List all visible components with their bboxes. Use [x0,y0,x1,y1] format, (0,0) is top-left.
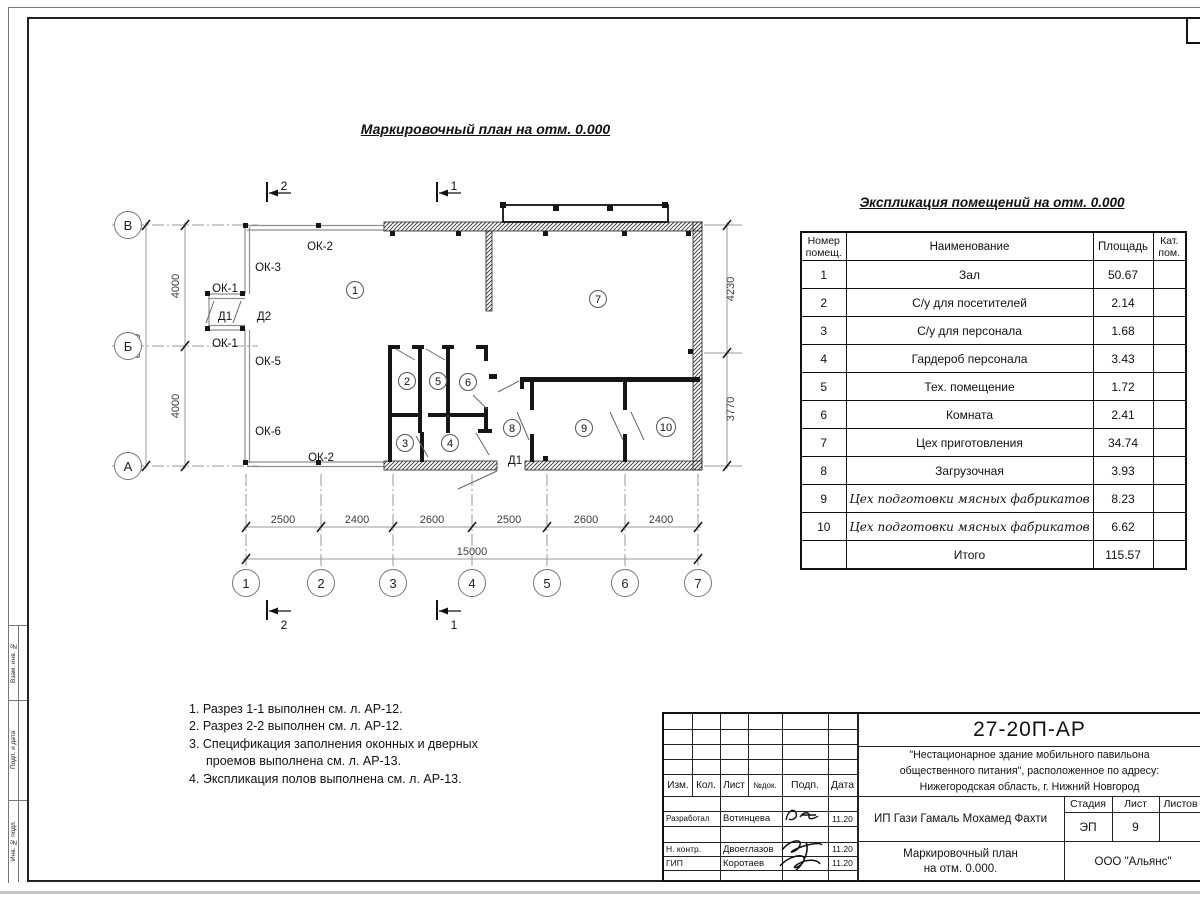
stamp-role-gip: ГИП [666,858,683,868]
stamp-date-3: 11.20 [832,858,853,868]
stamp-col-ndok: №док. [753,780,777,790]
stamp-name-dvoeglazov: Двоеглазов [723,843,774,855]
stamp-sheet-title: Маркировочный план на отм. 0.000. [903,848,1018,875]
dim-2500b: 2500 [496,514,522,526]
room-number-4: 4 [446,438,454,450]
room-number-2: 2 [403,376,411,388]
room-number-9: 9 [580,423,588,435]
axis-row-a: А [123,459,133,474]
dimension-lines [142,220,742,564]
schedule-row: 9 Цех подготовки мясных фабрикатов 8.23 [801,485,1186,513]
axis-col-5: 5 [543,576,551,591]
axis-col-7: 7 [694,576,702,591]
stamp-sheets-label: Листов [1163,798,1198,810]
stamp-col-izm: Изм. [667,779,689,791]
room-number-5: 5 [434,376,442,388]
partitions [388,345,700,462]
schedule-header-num: Номер помещ. [801,232,846,261]
frame-top [27,17,1200,19]
sheet-edge-shadow [0,891,1200,894]
label-ok2-top: ОК-2 [307,241,333,253]
stamp-col-podp: Подп. [791,779,819,791]
room-number-1: 1 [351,285,359,297]
label-ok3: ОК-3 [255,262,281,274]
room-number-7: 7 [594,294,602,306]
section-marks [267,182,461,620]
axis-bubbles [115,212,712,597]
signature-nkontr-gip [776,836,828,874]
stamp-stage-value: ЭП [1079,819,1097,834]
dim-2400b: 2400 [648,514,674,526]
axis-row-b: Б [123,339,133,354]
axis-lines [112,225,698,569]
dim-4230: 4230 [725,276,737,302]
schedule-row: 7 Цех приготовления 34.74 [801,429,1186,457]
axis-col-1: 1 [242,576,250,591]
schedule-header-name: Наименование [846,232,1093,261]
stamp-col-data: Дата [830,779,855,791]
room-number-3: 3 [401,438,409,450]
schedule-header-row [801,232,1186,261]
dim-4000-top: 4000 [170,273,182,299]
schedule-header-cat: Кат. пом. [1153,232,1186,261]
stamp-role-nkontr: Н. контр. [666,844,702,854]
side-label-inv: Инв. № подл. [10,820,17,862]
axis-col-6: 6 [621,576,629,591]
stamp-sheet-label: Лист [1124,798,1147,810]
schedule-header-area: Площадь [1093,232,1153,261]
dim-2500a: 2500 [270,514,296,526]
schedule-row: 2 С/у для посетителей 2.14 [801,289,1186,317]
schedule-row: 8 Загрузочная 3.93 [801,457,1186,485]
schedule-total-label: Итого [846,541,1093,570]
dim-2600a: 2600 [419,514,445,526]
schedule-row: 10 Цех подготовки мясных фабрикатов 6.62 [801,513,1186,541]
stamp-doc-number: 27-20П-АР [973,718,1086,741]
stamp-date-2: 11.20 [832,844,853,854]
stamp-role-razrabotal: Разработал [666,814,710,823]
title-block [662,712,1200,882]
stamp-project-name: "Нестационарное здание мобильного павильона общественного питания", расположенное по адресу: Нижегородская область, г. Нижний Новгород [899,749,1160,793]
stamp-client: ИП Гази Гамаль Мохамед Фахти [873,812,1048,825]
section-2-bottom: 2 [280,618,288,632]
schedule-row: 3 С/у для персонала 1.68 [801,317,1186,345]
dim-2400a: 2400 [344,514,370,526]
label-d1: Д1 [217,311,233,323]
axis-col-3: 3 [389,576,397,591]
note-4: 4. Экспликация полов выполнена см. л. АР-13. [189,771,462,786]
stamp-name-votintseva: Вотинцева [723,813,771,824]
floor-plan [100,150,780,650]
label-d2: Д2 [256,311,272,323]
hatched-walls [384,222,702,470]
note-3: 3. Спецификация заполнения оконных и дверных [189,736,478,751]
stamp-company: ООО "Альянс" [1094,855,1172,868]
signature-razrabotal [782,806,824,824]
schedule-total-value: 115.57 [1093,541,1153,570]
notes-block [189,701,609,788]
strip-divider [18,625,19,882]
axis-col-2: 2 [317,576,325,591]
label-ok6: ОК-6 [255,426,281,438]
schedule-row: 4 Гардероб персонала 3.43 [801,345,1186,373]
stamp-col-list: Лист [723,779,745,791]
stamp-stage-label: Стадия [1070,798,1106,810]
label-ok1-bot: ОК-1 [212,338,238,350]
label-ok2-bot: ОК-2 [308,452,334,464]
section-1-bottom: 1 [450,618,458,632]
dim-3770: 3770 [725,396,737,422]
axis-row-v: В [123,218,133,233]
label-ok5: ОК-5 [255,356,281,368]
room-number-8: 8 [508,423,516,435]
note-2: 2. Разрез 2-2 выполнен см. л. АР-12. [189,719,403,734]
section-1-top: 1 [450,179,458,193]
schedule-total-row [801,541,1186,570]
schedule-body [801,261,1186,541]
side-label-vzam: Взам. инв. № [10,642,17,683]
stamp-sheet-value: 9 [1132,819,1139,834]
stamp-name-korotaev: Коротаев [723,857,765,869]
note-1: 1. Разрез 1-1 выполнен см. л. АР-12. [189,702,403,716]
schedule-title: Экспликация помещений на отм. 0.000 [859,195,1125,210]
schedule-row: 1 Зал 50.67 [801,261,1186,289]
dim-4000-bot: 4000 [170,393,182,419]
axis-col-4: 4 [468,576,476,591]
schedule-row: 5 Тех. помещение 1.72 [801,373,1186,401]
schedule-table [800,231,1187,570]
section-2-top: 2 [280,179,288,193]
outer-border-top [8,7,1200,8]
label-d1-main: Д1 [507,455,523,467]
porch [500,202,668,222]
room-number-6: 6 [464,377,472,389]
side-label-podp: Подп. и дата [10,730,17,770]
note-3-cont: проемов выполнена см. л. АР-13. [206,754,402,769]
frame-left [27,17,29,882]
label-ok1-top: ОК-1 [212,283,238,295]
room-number-10: 10 [659,422,673,434]
stamp-date-1: 11.20 [832,813,853,824]
stamp-col-kol: Кол. [696,779,716,791]
dim-2600b: 2600 [573,514,599,526]
plan-title: Маркировочный план на отм. 0.000 [360,121,611,137]
schedule-row: 6 Комната 2.41 [801,401,1186,429]
dim-total: 15000 [456,546,488,558]
corner-box [1186,17,1200,44]
